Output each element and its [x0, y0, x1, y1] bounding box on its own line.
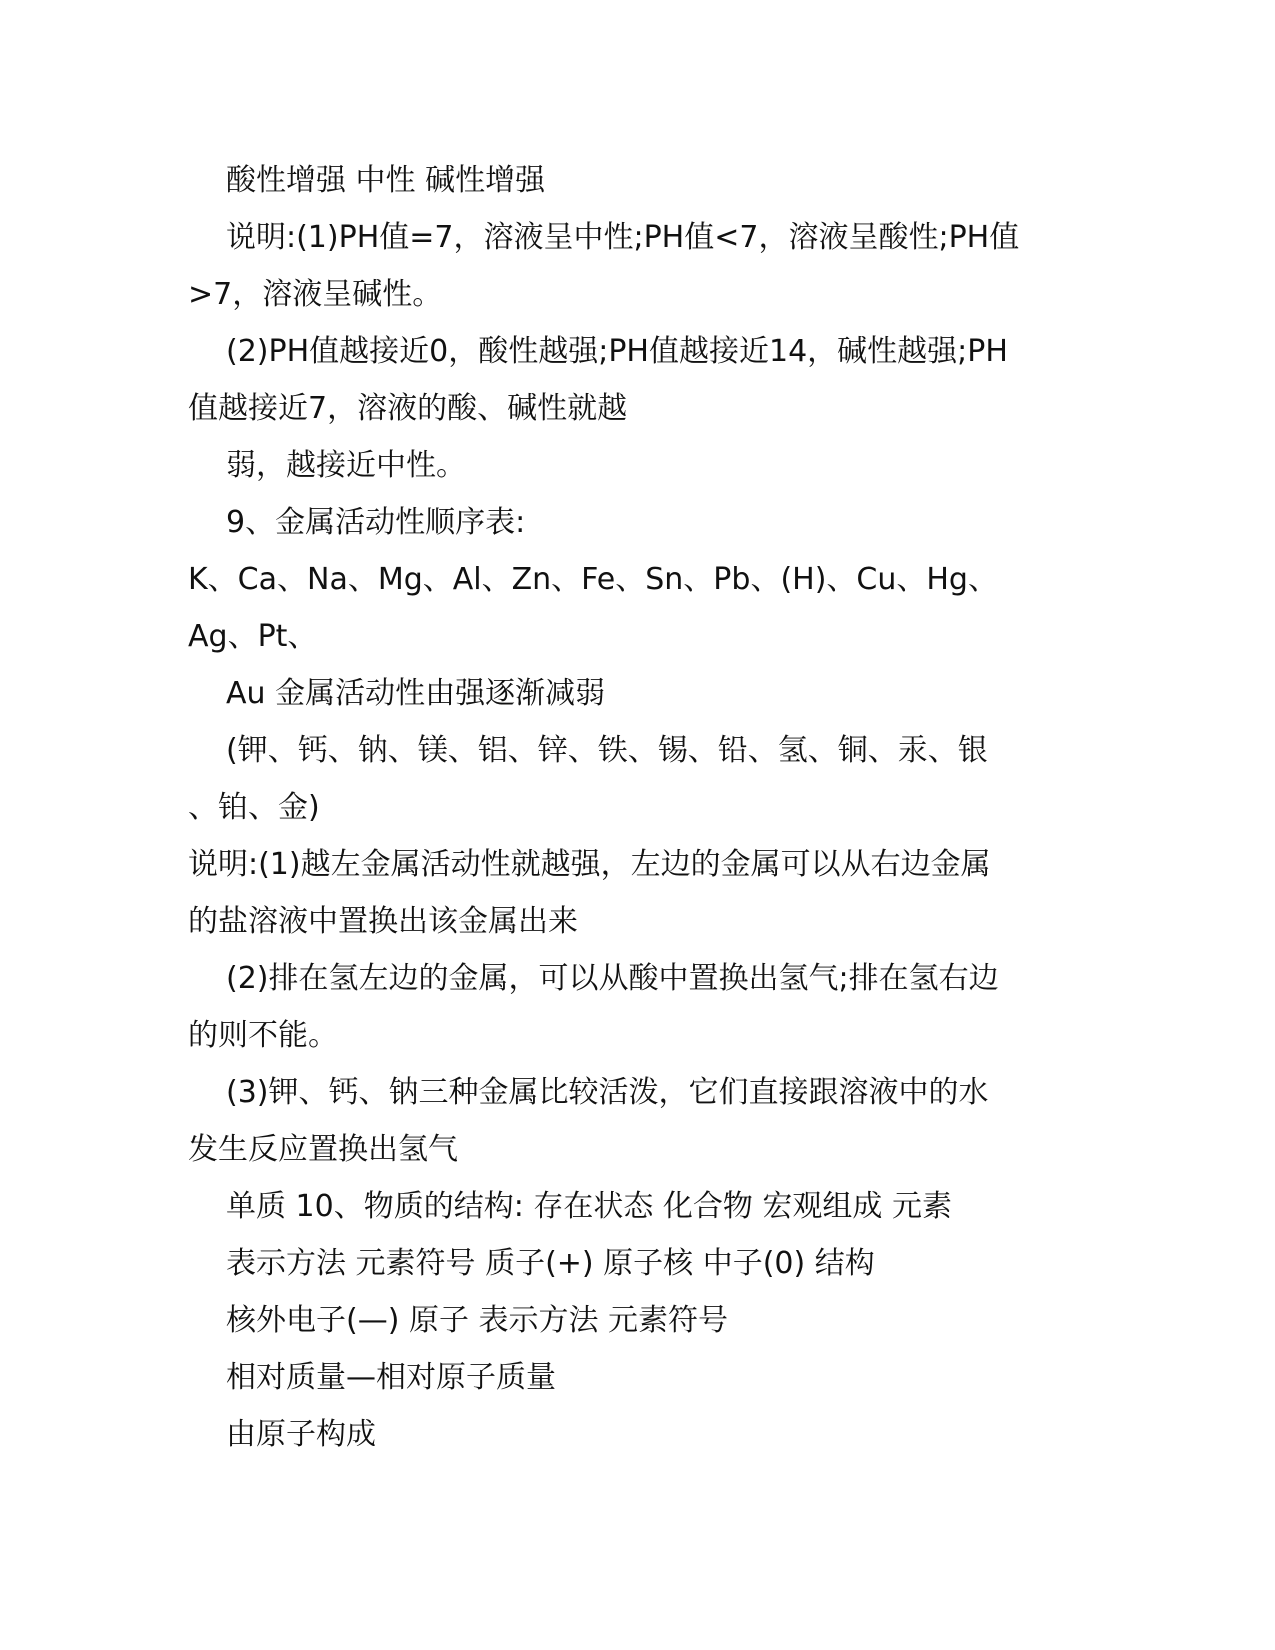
- text-line: 的盐溶液中置换出该金属出来: [188, 904, 578, 939]
- text-line: 、铂、金): [188, 790, 320, 825]
- text-line: K、Ca、Na、Mg、Al、Zn、Fe、Sn、Pb、(H)、Cu、Hg、: [188, 562, 998, 597]
- document-body: [188, 152, 1088, 1463]
- text-line: Ag、Pt、: [188, 619, 318, 654]
- text-line: 表示方法 元素符号 质子(+) 原子核 中子(0) 结构: [226, 1246, 875, 1281]
- text-line: 单质 10、物质的结构: 存在状态 化合物 宏观组成 元素: [226, 1189, 952, 1224]
- text-line: 说明:(1)PH值=7，溶液呈中性;PH值<7，溶液呈酸性;PH值: [226, 220, 1020, 255]
- text-line: (钾、钙、钠、镁、铝、锌、铁、锡、铅、氢、铜、汞、银: [226, 733, 988, 768]
- text-line: 酸性增强 中性 碱性增强: [226, 163, 546, 198]
- text-line: 说明:(1)越左金属活动性就越强，左边的金属可以从右边金属: [188, 847, 991, 882]
- text-line: 的则不能。: [188, 1018, 338, 1053]
- text-line: 核外电子(—) 原子 表示方法 元素符号: [226, 1303, 729, 1338]
- text-line: Au 金属活动性由强逐渐减弱: [226, 676, 606, 711]
- text-line: 9、金属活动性顺序表:: [226, 505, 526, 540]
- text-line: >7，溶液呈碱性。: [188, 277, 443, 312]
- text-line: (2)PH值越接近0，酸性越强;PH值越接近14，碱性越强;PH: [226, 334, 1008, 369]
- text-line: 弱，越接近中性。: [226, 448, 466, 483]
- text-line: 由原子构成: [226, 1417, 376, 1452]
- text-line: (2)排在氢左边的金属，可以从酸中置换出氢气;排在氢右边: [226, 961, 999, 996]
- text-line: (3)钾、钙、钠三种金属比较活泼，它们直接跟溶液中的水: [226, 1075, 989, 1110]
- text-line: 相对质量—相对原子质量: [226, 1360, 556, 1395]
- text-line: 值越接近7，溶液的酸、碱性就越: [188, 391, 628, 426]
- text-line: 发生反应置换出氢气: [188, 1132, 458, 1167]
